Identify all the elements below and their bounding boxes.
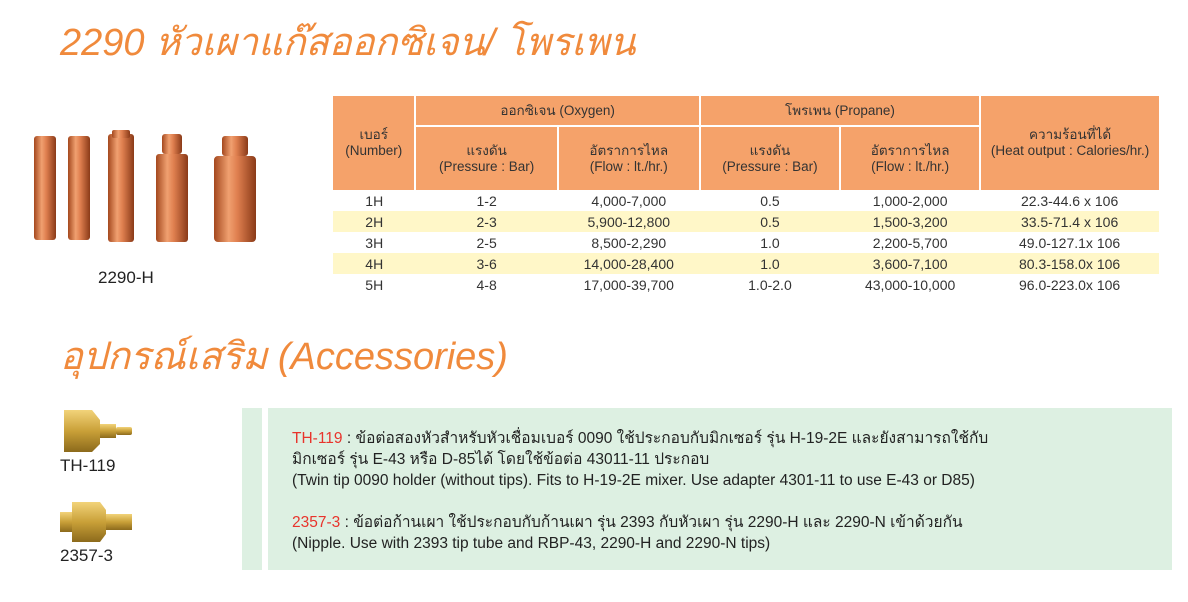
- cell-ox-pressure: 4-8: [476, 276, 497, 293]
- cell-pr-flow: 3,600-7,100: [840, 253, 980, 274]
- table-row: [333, 232, 1159, 253]
- spec-table: [333, 96, 1159, 295]
- table-row: [333, 211, 1159, 232]
- cell-pr-pressure: 1.0: [700, 253, 840, 274]
- cell-ox-flow: 8,500-2,290: [591, 234, 667, 251]
- header-propane: โพรเพน (Propane): [700, 96, 980, 126]
- cell-pr-flow: 2,200-5,700: [872, 234, 948, 251]
- cell-ox-flow: 5,900-12,800: [558, 211, 700, 232]
- th-119-code: TH-119: [292, 430, 343, 447]
- cell-pr-pressure: 0.5: [700, 211, 840, 232]
- separator: :: [342, 430, 356, 447]
- cell-pr-flow: 43,000-10,000: [864, 276, 956, 293]
- table-row: [333, 253, 1159, 274]
- cell-number: 5H: [365, 276, 384, 293]
- cell-heat: 49.0-127.1x 106: [1018, 234, 1121, 251]
- info-text: [292, 428, 988, 554]
- header-ox-pressure: แรงดัน (Pressure : Bar): [415, 126, 557, 190]
- th-119-image: [58, 406, 134, 456]
- page-title: 2290 หัวเผาแก๊สออกซิเจน/ โพรเพน: [60, 22, 636, 64]
- cell-heat: 22.3-44.6 x 106: [1020, 192, 1119, 209]
- header-oxygen: ออกซิเจน (Oxygen): [415, 96, 699, 126]
- cell-pr-pressure: 0.5: [760, 192, 780, 209]
- cell-heat: 33.5-71.4 x 106: [980, 211, 1159, 232]
- cell-pr-pressure: 1.0: [760, 234, 780, 251]
- th-119-english: (Twin tip 0090 holder (without tips). Fits to H-19-2E mixer. Use adapter 4301-11 to use E-43 or D85): [292, 472, 975, 489]
- table-row: [333, 190, 1159, 211]
- th-119-line-1: [292, 428, 988, 449]
- cell-ox-pressure: 1-2: [476, 192, 497, 209]
- th-119-line-2: มิกเซอร์ รุ่น E-43 หรือ D-85ได้ โดยใช้ข้อต่อ 43011-11 ประกอบ: [292, 451, 710, 468]
- cell-number: 2H: [333, 211, 415, 232]
- accessories-title: อุปกรณ์เสริม (Accessories): [60, 336, 508, 378]
- header-pr-pressure: แรงดัน (Pressure : Bar): [700, 126, 840, 190]
- cell-ox-pressure: 2-3: [415, 211, 557, 232]
- cell-ox-flow: 17,000-39,700: [583, 276, 674, 293]
- header-pr-flow: อัตราการไหล (Flow : lt./hr.): [840, 126, 980, 190]
- header-heat: ความร้อนที่ได้ (Heat output : Calories/hr.): [980, 96, 1159, 190]
- cell-pr-flow: 1,500-3,200: [840, 211, 980, 232]
- 2357-3-label: 2357-3: [60, 546, 113, 565]
- cell-pr-flow: 1,000-2,000: [872, 192, 948, 209]
- cell-heat: 80.3-158.0x 106: [980, 253, 1159, 274]
- cell-ox-flow: 14,000-28,400: [558, 253, 700, 274]
- table-row: [333, 274, 1159, 295]
- cell-heat: 96.0-223.0x 106: [1018, 276, 1121, 293]
- cell-number: 1H: [365, 192, 384, 209]
- separator: :: [340, 514, 354, 531]
- th-119-desc: ข้อต่อสองหัวสำหรับหัวเชื่อมเบอร์ 0090 ใช้ประกอบกับมิกเซอร์ รุ่น H-19-2E และยังสามารถใช้กับ: [355, 430, 989, 447]
- cell-ox-flow: 4,000-7,000: [591, 192, 667, 209]
- 2357-3-english: (Nipple. Use with 2393 tip tube and RBP-43, 2290-H and 2290-N tips): [292, 535, 771, 552]
- cell-pr-pressure: 1.0-2.0: [748, 276, 792, 293]
- tips-image: [32, 130, 272, 248]
- 2357-3-image: [58, 498, 134, 546]
- cell-ox-pressure: 3-6: [415, 253, 557, 274]
- tips-label: 2290-H: [98, 268, 154, 287]
- th-119-label: TH-119: [60, 456, 116, 475]
- header-number: เบอร์ (Number): [333, 96, 415, 190]
- header-ox-flow: อัตราการไหล (Flow : lt./hr.): [558, 126, 700, 190]
- info-panel: [268, 408, 1172, 570]
- info-panel-edge: [242, 408, 262, 570]
- 2357-3-desc: ข้อต่อก้านเผา ใช้ประกอบกับก้านเผา รุ่น 2393 กับหัวเผา รุ่น 2290-H และ 2290-N เข้าด้วยกัน: [353, 514, 963, 531]
- 2357-3-code: 2357-3: [292, 514, 341, 531]
- 2357-3-line-1: [292, 512, 988, 533]
- cell-ox-pressure: 2-5: [476, 234, 497, 251]
- cell-number: 3H: [365, 234, 384, 251]
- cell-number: 4H: [333, 253, 415, 274]
